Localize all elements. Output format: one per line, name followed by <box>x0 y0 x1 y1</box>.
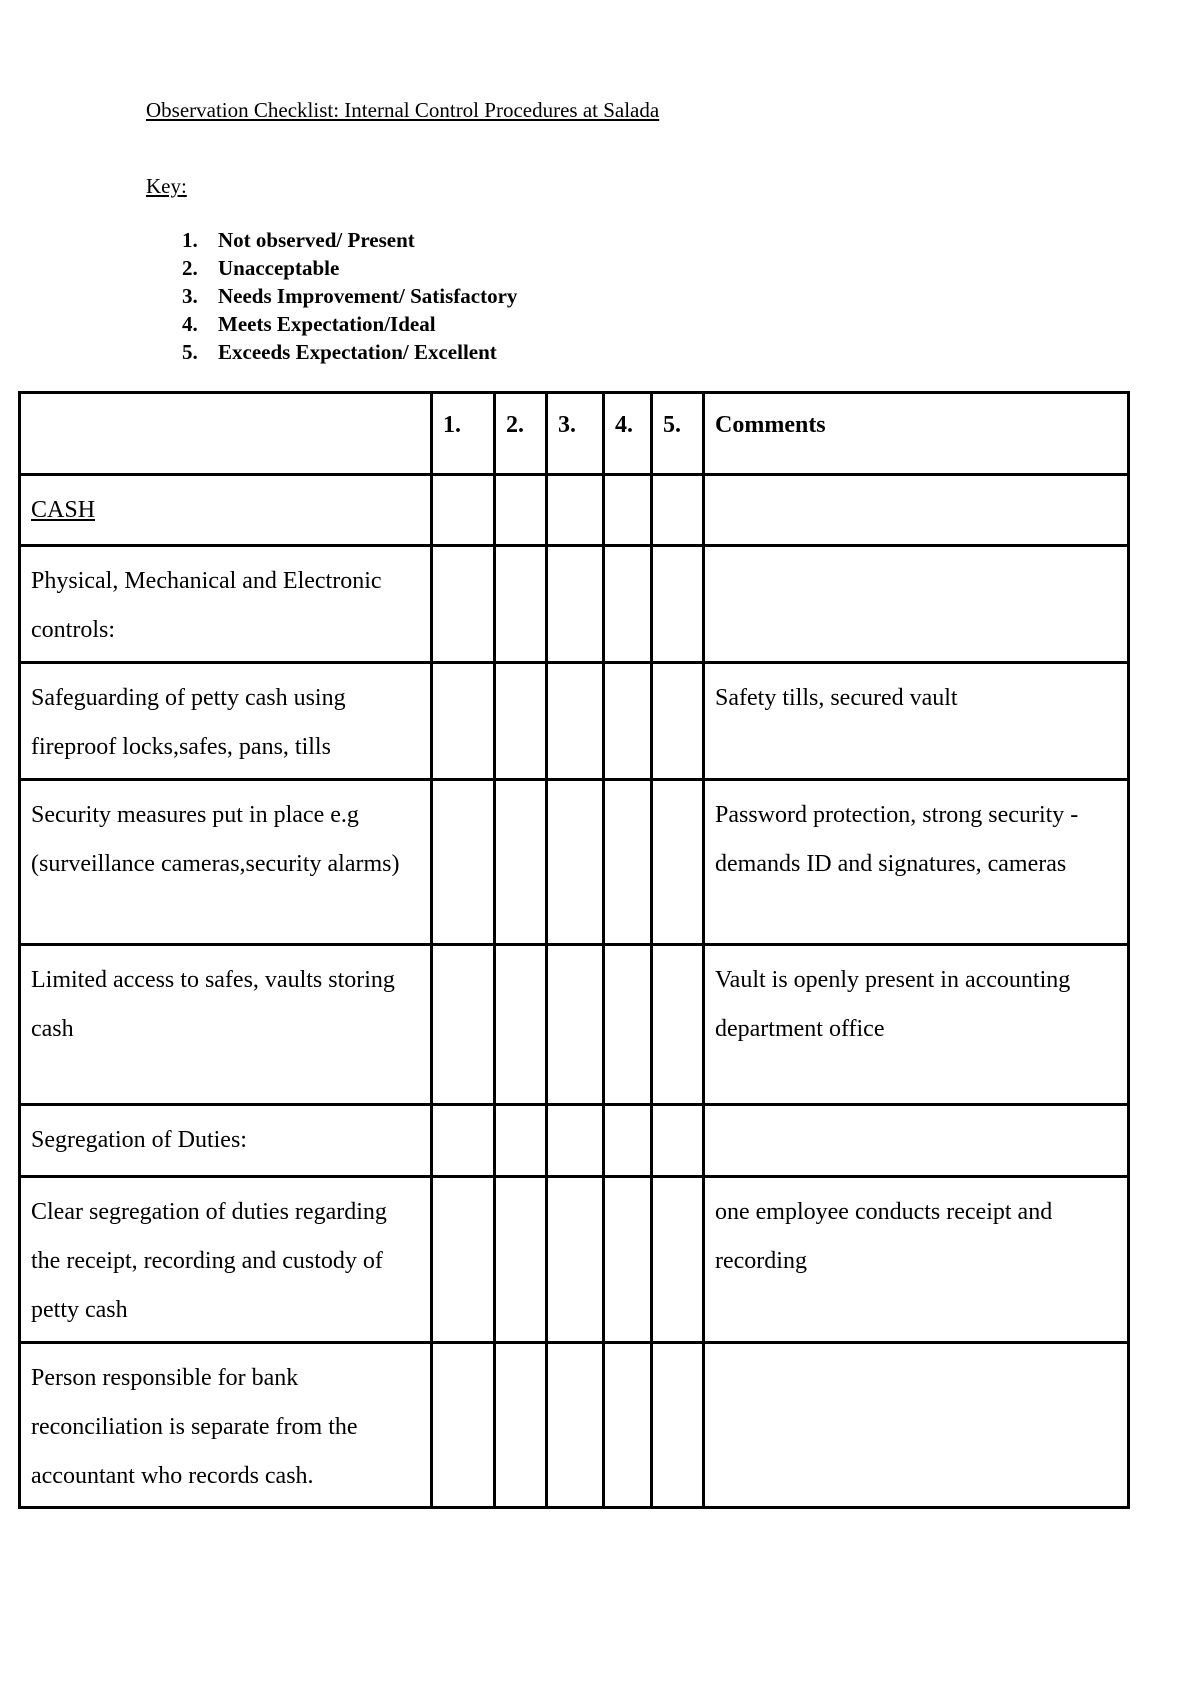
comment-cell <box>704 1343 1129 1508</box>
table-row <box>20 945 1129 1105</box>
key-item-number: 5. <box>182 340 198 364</box>
rating-cell <box>432 1105 495 1177</box>
rating-cell <box>432 1177 495 1343</box>
table-row <box>20 1177 1129 1343</box>
key-item-text: Exceeds Expectation/ Excellent <box>218 340 497 364</box>
table-row <box>20 1343 1129 1508</box>
header-rating-4: 4. <box>604 393 652 475</box>
key-item <box>146 310 517 338</box>
table-row <box>20 475 1129 546</box>
checklist-item: Safeguarding of petty cash using fireproof locks,safes, pans, tills <box>20 663 432 780</box>
table-row <box>20 1105 1129 1177</box>
rating-cell <box>604 1177 652 1343</box>
rating-cell <box>604 1343 652 1508</box>
comment-cell: Vault is openly present in accounting department office <box>704 945 1129 1105</box>
comment-cell <box>704 475 1129 546</box>
checklist-item: Security measures put in place e.g (surveillance cameras,security alarms) <box>20 780 432 945</box>
header-item <box>20 393 432 475</box>
rating-cell <box>432 546 495 663</box>
rating-cell <box>652 1105 704 1177</box>
checklist-item: Limited access to safes, vaults storing cash <box>20 945 432 1105</box>
rating-cell <box>547 780 604 945</box>
header-rating-5: 5. <box>652 393 704 475</box>
rating-cell <box>547 1177 604 1343</box>
rating-cell <box>432 780 495 945</box>
rating-cell <box>652 1343 704 1508</box>
rating-cell <box>604 780 652 945</box>
rating-cell <box>547 945 604 1105</box>
header-rating-2: 2. <box>495 393 547 475</box>
comment-cell: one employee conducts receipt and recording <box>704 1177 1129 1343</box>
rating-cell <box>495 1343 547 1508</box>
key-item <box>146 282 517 310</box>
checklist-table <box>18 391 1130 1509</box>
comment-cell <box>704 546 1129 663</box>
rating-cell <box>652 945 704 1105</box>
rating-cell <box>604 1105 652 1177</box>
rating-cell <box>432 475 495 546</box>
checklist-item: Person responsible for bank reconciliation is separate from the accountant who records cash. <box>20 1343 432 1508</box>
rating-cell <box>495 475 547 546</box>
rating-cell <box>547 475 604 546</box>
page-title: Observation Checklist: Internal Control Procedures at Salada <box>146 98 660 122</box>
key-item-text: Unacceptable <box>218 256 340 280</box>
table-row <box>20 663 1129 780</box>
checklist-item: Clear segregation of duties regarding the receipt, recording and custody of petty cash <box>20 1177 432 1343</box>
rating-cell <box>652 1177 704 1343</box>
key-item-text: Needs Improvement/ Satisfactory <box>218 284 518 308</box>
key-item-number: 2. <box>182 256 198 280</box>
header-comments: Comments <box>704 393 1129 475</box>
key-label: Key: <box>146 174 187 198</box>
key-item-number: 4. <box>182 312 198 336</box>
comment-cell: Password protection, strong security - demands ID and signatures, cameras <box>704 780 1129 945</box>
rating-cell <box>652 663 704 780</box>
section-heading: CASH <box>20 475 432 546</box>
rating-cell <box>495 780 547 945</box>
rating-cell <box>432 1343 495 1508</box>
header-rating-3: 3. <box>547 393 604 475</box>
rating-cell <box>652 780 704 945</box>
header-rating-1: 1. <box>432 393 495 475</box>
rating-cell <box>604 945 652 1105</box>
rating-cell <box>652 546 704 663</box>
key-item-number: 1. <box>182 228 198 252</box>
table-header-row <box>20 393 1129 475</box>
rating-cell <box>604 475 652 546</box>
key-item <box>146 338 517 366</box>
rating-cell <box>495 546 547 663</box>
key-item <box>146 226 517 254</box>
key-item <box>146 254 517 282</box>
key-item-text: Meets Expectation/Ideal <box>218 312 436 336</box>
table-row <box>20 546 1129 663</box>
rating-cell <box>547 1343 604 1508</box>
key-item-number: 3. <box>182 284 198 308</box>
rating-cell <box>495 663 547 780</box>
rating-cell <box>652 475 704 546</box>
rating-cell <box>495 1105 547 1177</box>
subsection-heading: Segregation of Duties: <box>20 1105 432 1177</box>
rating-cell <box>604 546 652 663</box>
key-item-text: Not observed/ Present <box>218 228 415 252</box>
key-list <box>146 226 517 366</box>
rating-cell <box>432 945 495 1105</box>
subsection-heading: Physical, Mechanical and Electronic controls: <box>20 546 432 663</box>
rating-cell <box>495 945 547 1105</box>
rating-cell <box>432 663 495 780</box>
rating-cell <box>547 1105 604 1177</box>
comment-cell <box>704 1105 1129 1177</box>
rating-cell <box>547 546 604 663</box>
table-row <box>20 780 1129 945</box>
rating-cell <box>495 1177 547 1343</box>
rating-cell <box>547 663 604 780</box>
comment-cell: Safety tills, secured vault <box>704 663 1129 780</box>
rating-cell <box>604 663 652 780</box>
